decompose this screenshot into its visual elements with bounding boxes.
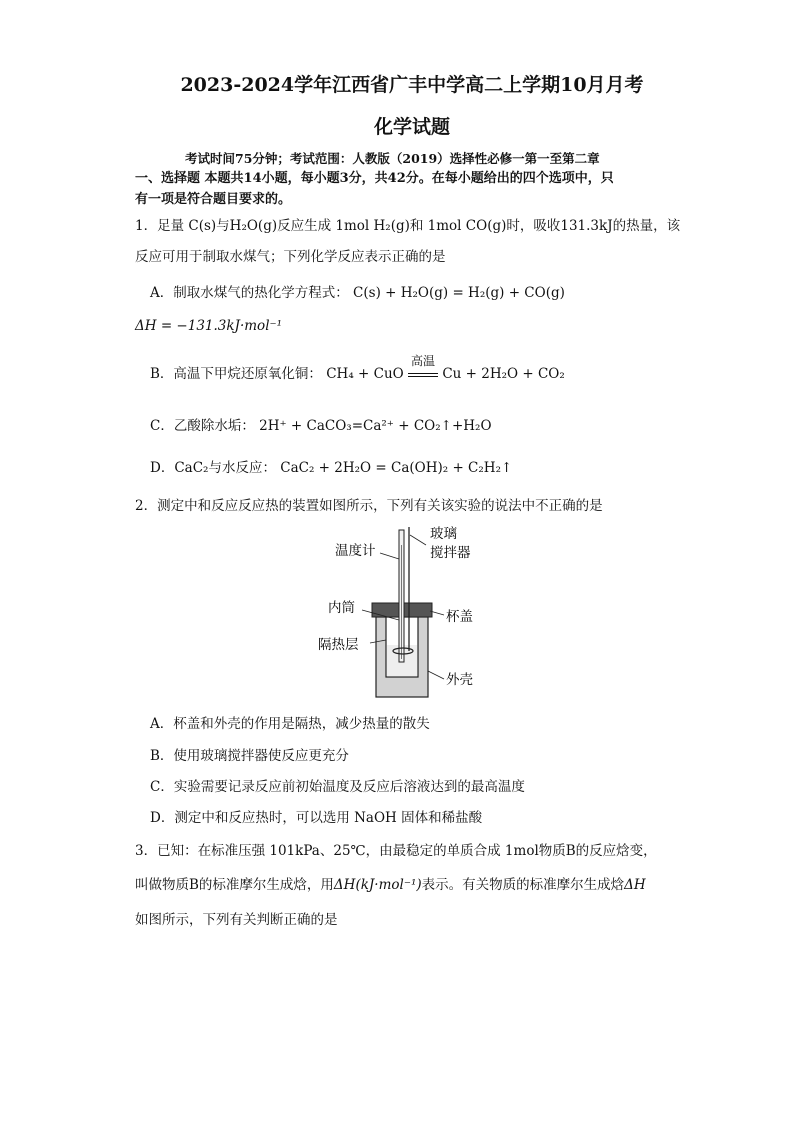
q3-stem-line1: 3．已知：在标准压强 101kPa、25℃，由最稳定的单质合成 1mol物质B的反应焓变， bbox=[135, 843, 657, 859]
label-insulation: 隔热层 bbox=[318, 637, 359, 653]
q1-option-b-arrow bbox=[408, 354, 438, 382]
q3-stem-line2-formula: ΔH(kJ·mol⁻¹) bbox=[333, 877, 422, 893]
q3-stem-line2-dh: ΔH bbox=[624, 877, 646, 893]
q1-option-d bbox=[150, 456, 512, 476]
q1-option-c bbox=[150, 414, 492, 434]
label-glass-line2: 搅拌器 bbox=[430, 545, 471, 561]
calorimeter-figure bbox=[310, 525, 500, 700]
q2-option-d: D．测定中和反应热时，可以选用 NaOH 固体和稀盐酸 bbox=[150, 810, 483, 826]
q2-option-b: B．使用玻璃搅拌器使反应更充分 bbox=[150, 748, 349, 764]
label-inner-cup: 内筒 bbox=[328, 600, 355, 616]
exam-title: 2023-2024学年江西省广丰中学高二上学期10月月考 bbox=[180, 74, 644, 96]
q1-option-b-condition: 高温 bbox=[411, 354, 436, 368]
q1-option-b-reactants: CH₄ + CuO bbox=[326, 366, 404, 382]
q1-option-b-products: Cu + 2H₂O + CO₂ bbox=[442, 366, 565, 382]
q1-option-a-enthalpy: ΔH = −131.3kJ·mol⁻¹ bbox=[135, 318, 283, 334]
q2-stem: 2．测定中和反应反应热的装置如图所示，下列有关该实验的说法中不正确的是 bbox=[135, 498, 603, 514]
label-shell: 外壳 bbox=[446, 672, 473, 688]
label-lid: 杯盖 bbox=[446, 609, 473, 625]
exam-info: 考试时间75分钟；考试范围：人教版（2019）选择性必修一第一至第二章 bbox=[185, 151, 600, 166]
q1-option-a-text: A．制取水煤气的热化学方程式： bbox=[150, 285, 349, 301]
q1-option-d-equation: CaC₂ + 2H₂O = Ca(OH)₂ + C₂H₂↑ bbox=[280, 460, 513, 476]
q1-option-d-text: D．CaC₂与水反应： bbox=[150, 460, 276, 476]
q2-option-c: C．实验需要记录反应前初始温度及反应后溶液达到的最高温度 bbox=[150, 779, 525, 795]
q2-option-a: A．杯盖和外壳的作用是隔热，减少热量的散失 bbox=[150, 716, 430, 732]
q1-option-b-text: B．高温下甲烷还原氧化铜： bbox=[150, 366, 322, 382]
q1-option-a-equation: C(s) + H₂O(g) = H₂(g) + CO(g) bbox=[353, 285, 565, 301]
exam-subtitle: 化学试题 bbox=[373, 116, 450, 138]
section-heading-line1: 一、选择题 本题共14小题，每小题3分，共42分。在每小题给出的四个选项中，只 bbox=[135, 171, 614, 186]
q1-option-a bbox=[150, 281, 565, 301]
q1-stem-line2: 反应可用于制取水煤气；下列化学反应表示正确的是 bbox=[135, 249, 446, 265]
q3-stem-line2-part2: 表示。有关物质的标准摩尔生成焓 bbox=[421, 877, 625, 893]
q1-stem-line1: 1．足量 C(s)与H₂O(g)反应生成 1mol H₂(g)和 1mol CO(g)时，吸收131.3kJ的热量，该 bbox=[135, 218, 681, 234]
q1-option-b bbox=[150, 354, 565, 382]
section-heading-line2: 有一项是符合题目要求的。 bbox=[135, 192, 292, 207]
q1-option-c-text: C．乙酸除水垢： bbox=[150, 418, 255, 434]
q3-stem-line3: 如图所示，下列有关判断正确的是 bbox=[135, 912, 338, 928]
label-glass-line1: 玻璃 bbox=[430, 526, 457, 542]
q3-stem-line2 bbox=[135, 873, 646, 893]
label-thermometer: 温度计 bbox=[335, 543, 376, 559]
q3-stem-line2-part1: 叫做物质B的标准摩尔生成焓，用 bbox=[135, 877, 334, 893]
q1-option-c-equation: 2H⁺ + CaCO₃=Ca²⁺ + CO₂↑+H₂O bbox=[259, 418, 492, 434]
